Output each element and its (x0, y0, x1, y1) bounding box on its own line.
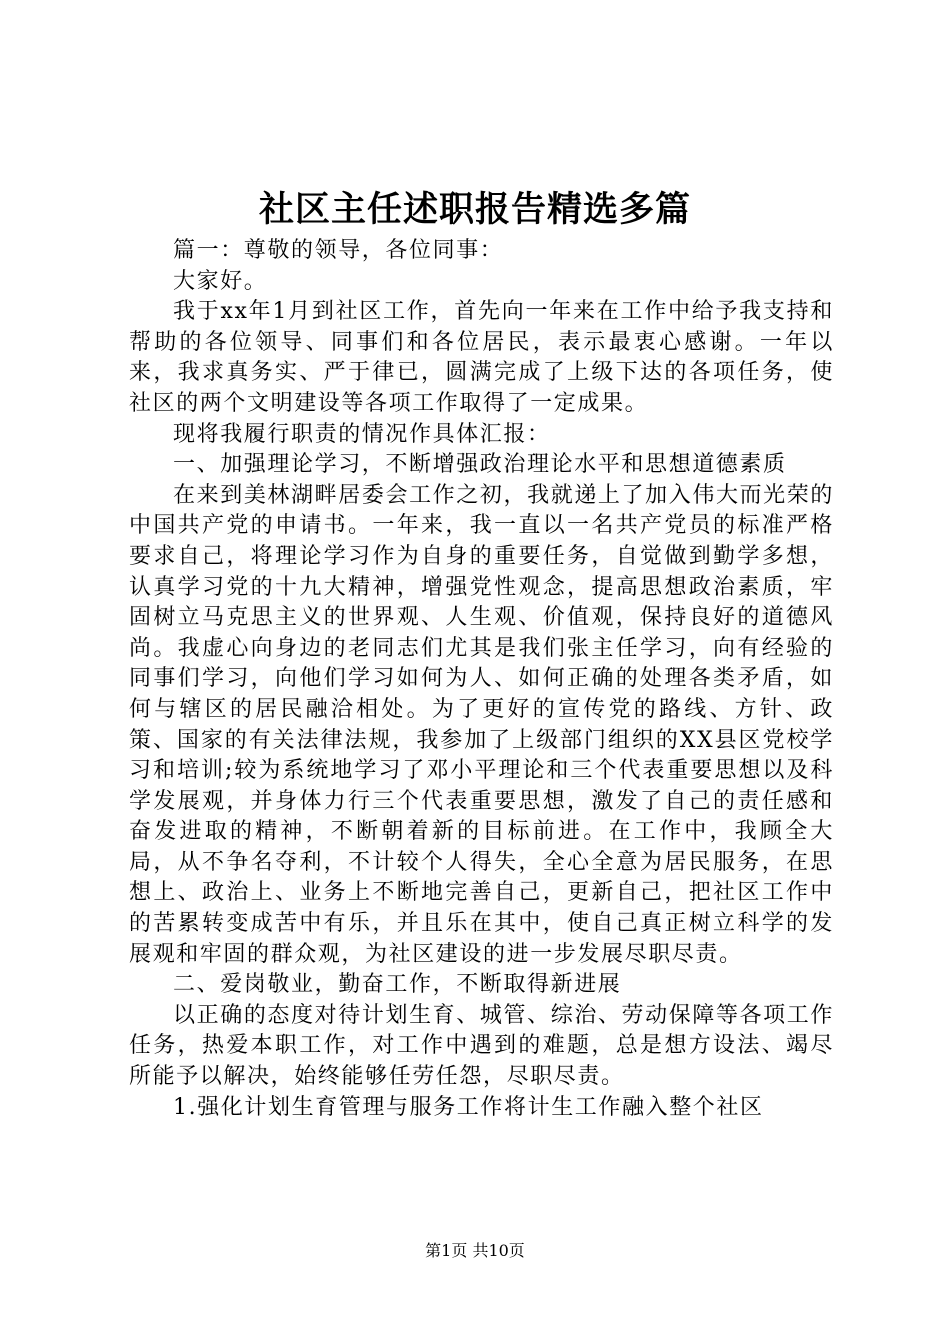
paragraph-family-planning: 1.强化计划生育管理与服务工作将计生工作融入整个社区 (173, 1094, 764, 1120)
section-heading-2: 二、爱岗敬业，勤奋工作，不断取得新进展 (173, 972, 622, 998)
paragraph-work-attitude: 以正确的态度对待计划生育、城管、综治、劳动保障等各项工作任务，热爱本职工作，对工作中遇到的难题，总是想方设法、竭尽所能予以解决，始终能够任劳任怨，尽职尽责。 (129, 1002, 834, 1090)
document-title: 社区主任述职报告精选多篇 (258, 189, 691, 230)
document-body (129, 236, 834, 1123)
paragraph-greeting: 篇一：尊敬的领导，各位同事： (173, 238, 504, 263)
paragraph-report-lead: 现将我履行职责的情况作具体汇报： (173, 421, 551, 447)
page-number-footer: 第1页 共10页 (425, 1241, 525, 1260)
paragraph-intro: 我于xx年1月到社区工作，首先向一年来在工作中给予我支持和帮助的各位领导、同事们和各位居民，表示最衷心感谢。一年以来，我求真务实、严于律已，圆满完成了上级下达的各项任务，使社区的两个文明建设等各项工作取得了一定成果。 (129, 299, 834, 416)
section-heading-1: 一、加强理论学习，不断增强政治理论水平和思想道德素质 (173, 452, 787, 478)
paragraph-theory-study: 在来到美林湖畔居委会工作之初，我就递上了加入伟大而光荣的中国共产党的申请书。一年来，我一直以一名共产党员的标准严格要求自己，将理论学习作为自身的重要任务，自觉做到勤学多想，认真学习党的十九大精神，增强党性观念，提高思想政治素质，牢固树立马克思主义的世界观、人生观、价值观，保持良好的道德风尚。我虚心向身边的老同志们尤其是我们张主任学习，向有经验的同事们学习，向他们学习如何为人、如何正确的处理各类矛盾，如何与辖区的居民融洽相处。为了更好的宣传党的路线、方针、政策、国家的有关法律法规，我参加了上级部门组织的XX县区党校学习和培训;较为系统地学习了邓小平理论和三个代表重要思想以及科学发展观，并身体力行三个代表重要思想，激发了自己的责任感和奋发进取的精神，不断朝着新的目标前进。在工作中，我顾全大局，从不争名夺利，不计较个人得失，全心全意为居民服务，在思想上、政治上、业务上不断地完善自己，更新自己，把社区工作中的苦累转变成苦中有乐，并且乐在其中，使自己真正树立科学的发展观和牢固的群众观，为社区建设的进一步发展尽职尽责。 (129, 482, 834, 967)
paragraph-hello: 大家好。 (173, 268, 268, 294)
